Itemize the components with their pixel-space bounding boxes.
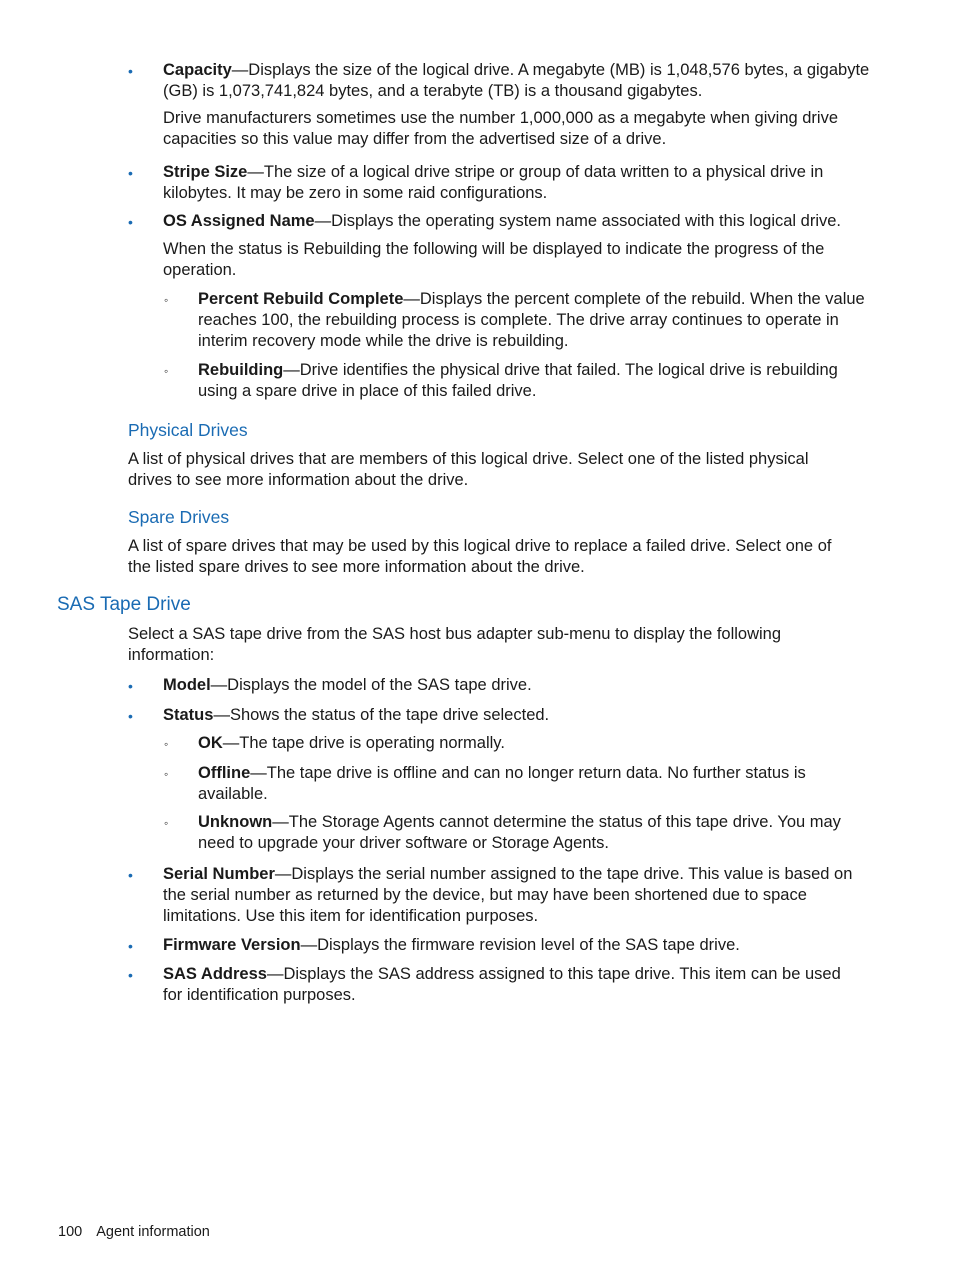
rebuilding-term: Rebuilding	[198, 361, 284, 379]
sas-tape-drive-heading: SAS Tape Drive	[57, 594, 191, 615]
page-number: 100	[58, 1224, 83, 1240]
circle-bullet-icon: ◦	[164, 767, 169, 781]
os-name-item	[163, 211, 872, 232]
circle-bullet-icon: ◦	[164, 737, 169, 751]
model-item	[163, 675, 872, 696]
os-name-desc: —Displays the operating system name associated with this logical drive.	[314, 212, 842, 230]
sas-address-term: SAS Address	[163, 965, 267, 983]
sas-address-desc: —Displays the SAS address assigned to this tape drive. This item can be used for identification purposes.	[163, 965, 841, 1004]
capacity-note: Drive manufacturers sometimes use the number 1,000,000 as a megabyte when giving drive capacities so this value may differ from the advertised size of a drive.	[163, 109, 839, 148]
percent-rebuild-term: Percent Rebuild Complete	[198, 290, 404, 308]
serial-number-term: Serial Number	[163, 865, 275, 883]
firmware-version-term: Firmware Version	[163, 936, 301, 954]
status-unknown-term: Unknown	[198, 813, 273, 831]
sas-address-item	[163, 964, 854, 1006]
os-name-term: OS Assigned Name	[163, 212, 315, 230]
model-term: Model	[163, 676, 211, 694]
status-offline-desc: —The tape drive is offline and can no longer return data. No further status is available.	[198, 764, 806, 803]
status-ok-desc: —The tape drive is operating normally.	[222, 734, 505, 752]
stripe-item	[163, 162, 872, 204]
status-term: Status	[163, 706, 214, 724]
status-desc: —Shows the status of the tape drive selected.	[213, 706, 550, 724]
percent-rebuild-desc: —Displays the percent complete of the rebuild. When the value reaches 100, the rebuilding process is complete. The drive array continues to operate in interim recovery mode while the drive is rebuilding.	[198, 290, 865, 350]
capacity-term: Capacity	[163, 61, 232, 79]
circle-bullet-icon: ◦	[164, 364, 169, 378]
serial-number-desc: —Displays the serial number assigned to the tape drive. This value is based on the serial number as returned by the device, but may have been shortened due to space limitations. Use this item for identification purposes.	[163, 865, 853, 925]
bullet-icon: •	[128, 214, 133, 230]
spare-drives-heading: Spare Drives	[128, 507, 230, 527]
status-offline-item	[198, 763, 844, 805]
bullet-icon: •	[128, 967, 133, 983]
firmware-version-item	[163, 935, 872, 956]
status-ok-term: OK	[198, 734, 223, 752]
circle-bullet-icon: ◦	[164, 293, 169, 307]
bullet-icon: •	[128, 165, 133, 181]
firmware-version-desc: —Displays the firmware revision level of the SAS tape drive.	[300, 936, 740, 954]
status-offline-term: Offline	[198, 764, 251, 782]
stripe-term: Stripe Size	[163, 163, 248, 181]
capacity-desc: —Displays the size of the logical drive. A megabyte (MB) is 1,048,576 bytes, a gigabyte (GB) is 1,073,741,824 bytes, and a terabyte (TB) is a thousand gigabytes.	[163, 61, 870, 100]
model-desc: —Displays the model of the SAS tape drive.	[210, 676, 532, 694]
bullet-icon: •	[128, 678, 133, 694]
serial-number-item	[163, 864, 876, 927]
rebuilding-item	[198, 360, 872, 402]
bullet-icon: •	[128, 63, 133, 79]
footer-section: Agent information	[96, 1224, 210, 1240]
sas-intro: Select a SAS tape drive from the SAS host bus adapter sub-menu to display the following information:	[128, 625, 782, 664]
os-name-note: When the status is Rebuilding the following will be displayed to indicate the progress of the operation.	[163, 240, 825, 279]
bullet-icon: •	[128, 867, 133, 883]
physical-drives-heading: Physical Drives	[128, 420, 248, 440]
physical-drives-body: A list of physical drives that are members of this logical drive. Select one of the listed physical drives to see more information about the drive.	[128, 450, 809, 489]
status-item	[163, 705, 872, 726]
stripe-desc: —The size of a logical drive stripe or group of data written to a physical drive in kilobytes. It may be zero in some raid configurations.	[163, 163, 824, 202]
bullet-icon: •	[128, 708, 133, 724]
page-footer	[58, 1222, 210, 1243]
circle-bullet-icon: ◦	[164, 816, 169, 830]
rebuilding-desc: —Drive identifies the physical drive that failed. The logical drive is rebuilding using a spare drive in place of this failed drive.	[198, 361, 838, 400]
percent-rebuild-item	[198, 289, 876, 352]
status-unknown-item	[198, 812, 864, 854]
capacity-item	[163, 60, 872, 102]
spare-drives-body: A list of spare drives that may be used by this logical drive to replace a failed drive. Select one of the listed spare drives to see more information about the drive.	[128, 537, 832, 576]
status-unknown-desc: —The Storage Agents cannot determine the status of this tape drive. You may need to upgrade your driver software or Storage Agents.	[198, 813, 841, 852]
status-ok-item	[198, 733, 872, 754]
bullet-icon: •	[128, 938, 133, 954]
